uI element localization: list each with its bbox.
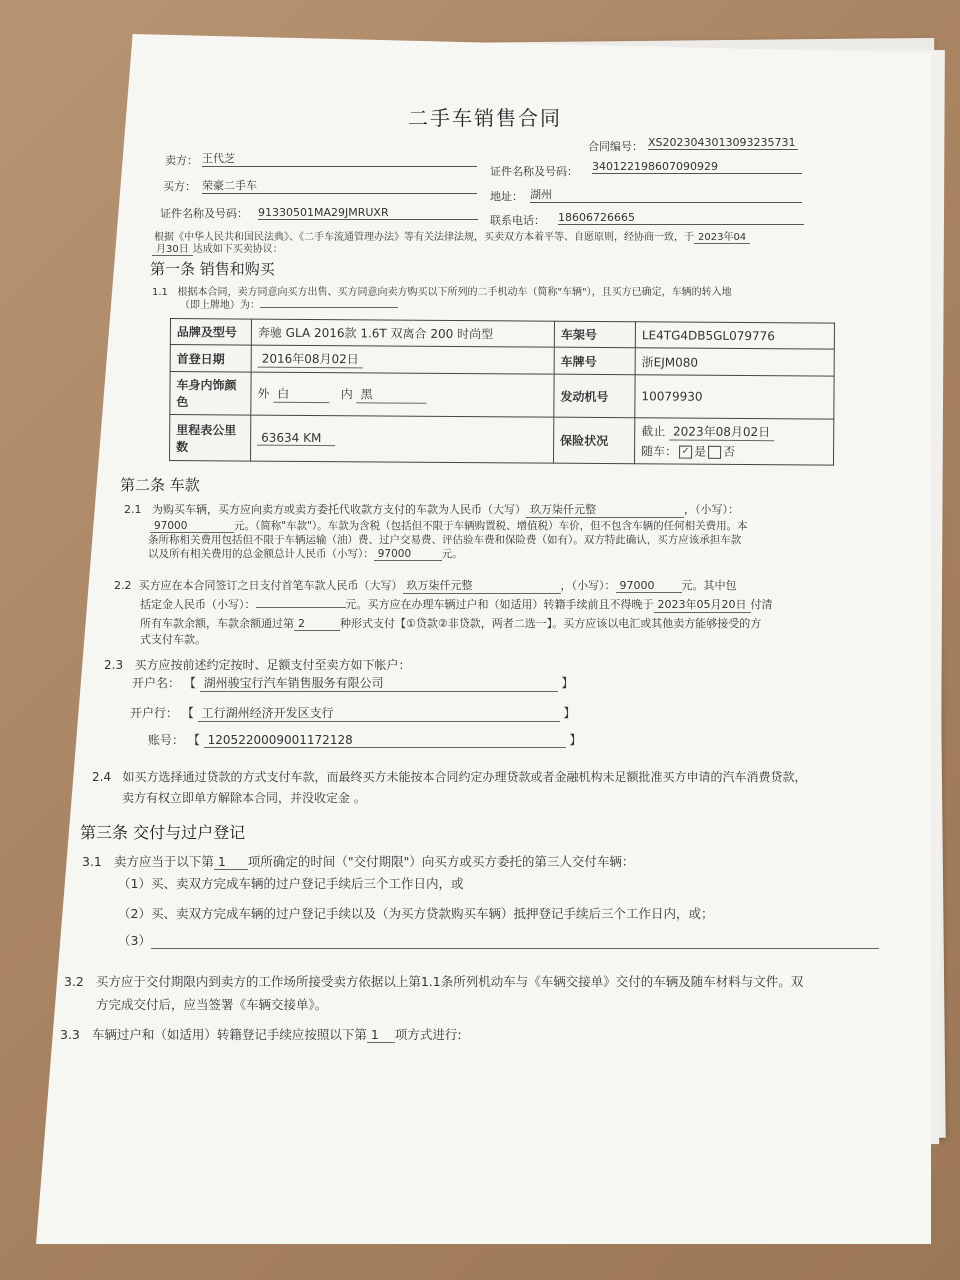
seller-label: 卖方： — [165, 154, 198, 167]
clause-2-2-line-1: 2.2 买方应在本合同签订之日支付首笔车款人民币（大写） 玖万柒仟元整 ，（小写）： 97000 元。其中包 — [114, 579, 737, 592]
mileage-value: 63634 KM — [251, 415, 554, 463]
contract-number-label: 合同编号： — [588, 140, 643, 153]
vehicle-table — [169, 318, 835, 466]
brand-value: 奔驰 GLA 2016款 1.6T 双离合 200 时尚型 — [251, 319, 554, 347]
clause-2-3: 2.3 买方应按前述约定按时、足额支付至卖方如下帐户： — [104, 658, 411, 672]
vin-label: 车架号 — [554, 321, 635, 348]
clause-3-1-option-2: （2）买、卖双方完成车辆的过户登记手续以及（为买方贷款购买车辆）抵押登记手续后三个工作日内，或； — [118, 906, 714, 921]
article-3-title: 第三条 交付与过户登记 — [80, 823, 246, 842]
insurance-label: 保险状况 — [553, 417, 634, 464]
mileage-label: 里程表公里数 — [170, 415, 251, 462]
address-value: 湖州 — [530, 186, 802, 203]
engine-label: 发动机号 — [554, 374, 635, 418]
clause-2-2-line-3: 所有车款余额，车款余额通过第 2 种形式支付【①贷款②非贷款，两者二选一】。买方应该以电汇或其他卖方能够接受的方 — [140, 617, 762, 630]
clause-3-1: 3.1 卖方应当于以下第 1 项所确定的时间（"交付期限"）向买方或买方委托的第三人交付车辆： — [82, 854, 635, 869]
bank-row: 开户行： 【 工行湖州经济开发区支行 】 — [130, 706, 576, 720]
insurance-value: 截止 2023年08月02日 随车： ✓ 是 否 — [634, 418, 833, 465]
with-car-yes-checkbox[interactable]: ✓ — [679, 446, 692, 459]
clause-2-1-line-3: 条所称相关费用包括但不限于车辆运输（油）费、过户交易费、评估验车费和保险费（如有）。双方特此确认，买方应该承担车款 — [148, 534, 742, 546]
clause-2-1-line-4: 以及所有相关费用的总金额总计人民币（小写）： 97000 元。 — [148, 548, 463, 560]
document-title: 二手车销售合同 — [408, 106, 562, 130]
clause-3-3: 3.3 车辆过户和（如适用）转籍登记手续应按照以下第 1 项方式进行: — [60, 1027, 462, 1042]
clause-2-4-line-2: 卖方有权立即单方解除本合同，并没收定金 。 — [122, 791, 366, 805]
clause-2-2-line-4: 式支付车款。 — [140, 633, 206, 646]
buyer-label: 买方： — [163, 180, 196, 193]
intro-line-2: 月30日 达成如下买卖协议： — [152, 240, 283, 256]
seller-id-label: 证件名称及号码： — [490, 165, 578, 178]
clause-2-2-line-2: 括定金人民币（小写）： 元。买方应在办理车辆过户和（如适用）转籍手续前且不得晚于 2023年05月20日 付清 — [140, 598, 773, 611]
clause-2-1-line-1: 2.1 为购买车辆，买方应向卖方或卖方委托代收款方支付的车款为人民币（大写） 玖万柒仟元整 ，（小写）： — [124, 503, 739, 516]
clause-3-2-line-2: 方完成交付后，应当签署《车辆交接单》。 — [96, 997, 328, 1012]
clause-3-1-option-1: （1）买、卖双方完成车辆的过户登记手续后三个工作日内，或 — [118, 876, 464, 891]
color-value: 外 白 内 黑 — [251, 372, 554, 417]
plate-label: 车牌号 — [554, 347, 635, 375]
buyer-name: 荣豪二手车 — [202, 177, 477, 194]
engine-value: 10079930 — [635, 375, 834, 419]
intro-line-1: 根据《中华人民共和国民法典》、《二手车流通管理办法》等有关法律法规，买卖双方本着平等、自愿原则，经协商一致，于 2023年04 — [154, 228, 750, 244]
article-2-title: 第二条 车款 — [120, 476, 200, 494]
clause-1-1-line-2: （即上牌地）为： — [180, 296, 398, 311]
reg-date-label: 首登日期 — [170, 345, 251, 373]
article-1-title: 第一条 销售和购买 — [150, 260, 275, 278]
plate-value: 浙EJM080 — [635, 348, 834, 376]
color-label: 车身内饰颜色 — [170, 372, 251, 416]
vin-value: LE4TG4DB5GL079776 — [635, 322, 834, 349]
brand-label: 品牌及型号 — [170, 319, 251, 346]
phone-value: 18606726665 — [558, 211, 804, 225]
clause-1-1-line-1: 1.1 根据本合同，卖方同意向买方出售、买方同意向卖方购买以下所列的二手机动车（简称"车辆"），且买方已确定，车辆的转入地 — [152, 287, 732, 298]
clause-2-4-line-1: 2.4 如买方选择通过贷款的方式支付车款，而最终买方未能按本合同约定办理贷款或者金融机构未足额批准买方申请的汽车消费贷款， — [92, 770, 807, 784]
with-car-no-checkbox[interactable] — [708, 446, 721, 459]
account-name-row: 开户名： 【 湖州骏宝行汽车销售服务有限公司 】 — [132, 676, 574, 690]
seller-id: 340122198607090929 — [592, 160, 802, 174]
address-label: 地址： — [490, 190, 523, 203]
reg-date-value: 2016年08月02日 — [251, 345, 554, 374]
seller-name: 王代芝 — [202, 150, 477, 167]
buyer-id-label: 证件名称及号码： — [160, 207, 248, 220]
clause-3-2-line-1: 3.2 买方应于交付期限内到卖方的工作场所接受卖方依据以上第1.1条所列机动车与《车辆交接单》交付的车辆及随车材料与文件。双 — [64, 974, 804, 989]
clause-3-1-option-3: （3） — [118, 931, 879, 949]
contract-number: XS2023043013093235731 — [648, 136, 798, 150]
phone-label: 联系电话： — [490, 214, 545, 227]
buyer-id: 91330501MA29JMRUXR — [258, 206, 478, 220]
clause-2-1-line-2: 97000 元。（简称"车款"）。车款为含税（包括但不限于车辆购置税、增值税）车价，但不包含车辆的任何相关费用。本 — [150, 518, 748, 533]
account-number-row: 账号： 【 1205220009001172128 】 — [148, 733, 582, 747]
